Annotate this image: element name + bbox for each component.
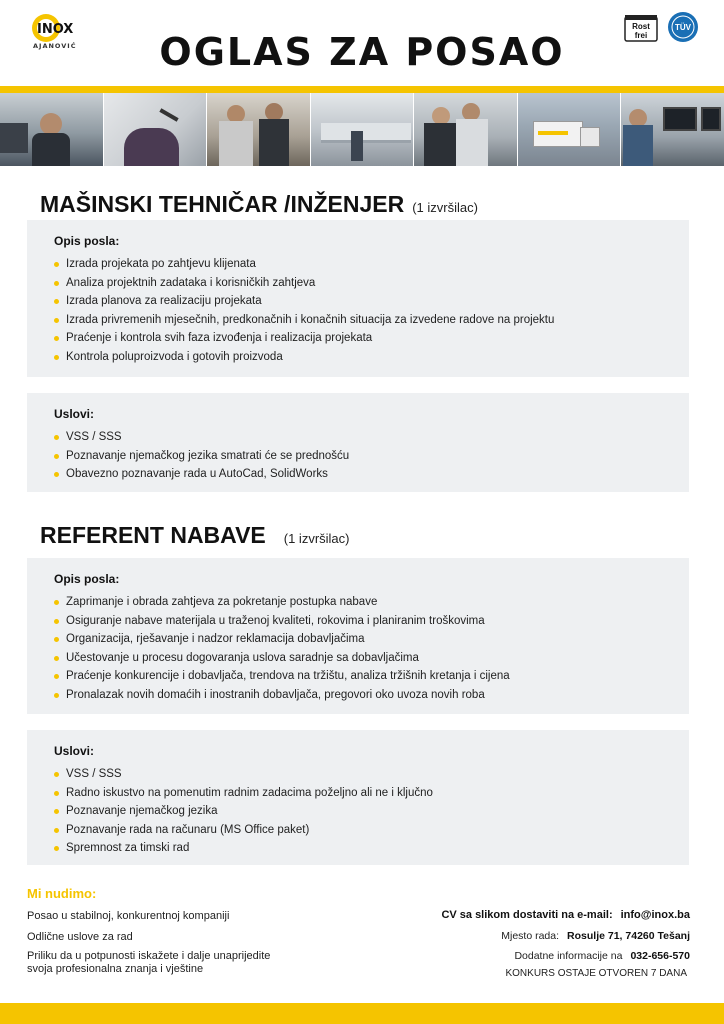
bullet-icon — [54, 299, 59, 304]
bullet-icon — [54, 472, 59, 477]
list-item: Poznavanje njemačkog jezika — [54, 802, 689, 821]
contact-place-line — [501, 930, 690, 942]
bottom-accent-bar — [0, 1003, 724, 1024]
list-item: Spremnost za timski rad — [54, 839, 689, 858]
contact-phone[interactable]: 032-656-570 — [630, 950, 690, 962]
description-label: Opis posla: — [54, 572, 120, 586]
svg-text:frei: frei — [634, 31, 648, 40]
info-label: Dodatne informacije na — [514, 950, 623, 962]
job2-conditions-box — [27, 730, 689, 865]
list-item: Pronalazak novih domaćih i inostranih dobavljača, pregovori oko uvoza novih roba — [54, 686, 689, 705]
work-place: Rosulje 71, 74260 Tešanj — [567, 930, 690, 942]
photo-factory-floor — [311, 93, 415, 166]
list-item: Analiza projektnih zadataka i korisničkih zahtjeva — [54, 274, 689, 293]
top-accent-bar — [0, 86, 724, 93]
list-item: Poznavanje njemačkog jezika smatrati će se prednošću — [54, 447, 689, 466]
bullet-icon — [54, 809, 59, 814]
bullet-icon — [54, 637, 59, 642]
list-item: Osiguranje nabave materijala u traženoj kvaliteti, rokovima i planiranim troškovima — [54, 612, 689, 631]
job-count: (1 izvršilac) — [412, 200, 478, 215]
list-item: Izrada projekata po zahtjevu klijenata — [54, 255, 689, 274]
bullet-icon — [54, 693, 59, 698]
bullet-icon — [54, 828, 59, 833]
contact-email[interactable]: info@inox.ba — [620, 909, 690, 921]
bullet-icon — [54, 281, 59, 286]
job-title-text: MAŠINSKI TEHNIČAR /INŽENJER — [40, 191, 405, 217]
offer-title: Mi nudimo: — [27, 886, 97, 901]
bullet-icon — [54, 262, 59, 267]
job1-conditions-list — [54, 428, 689, 484]
list-item: Obavezno poznavanje rada u AutoCad, SolidWorks — [54, 465, 689, 484]
page-title: OGLAS ZA POSAO — [159, 30, 565, 74]
bullet-icon — [54, 846, 59, 851]
list-item: Kontrola poluproizvoda i gotovih proizvoda — [54, 348, 689, 367]
list-item: Izrada privremenih mjesečnih, predkonačnih i konačnih situacija za izvedene radove na projektu — [54, 311, 689, 330]
header — [0, 0, 724, 86]
rost-frei-badge-icon — [624, 14, 658, 42]
logo-text: INOX — [37, 22, 74, 37]
tuv-badge-icon — [667, 11, 699, 43]
offer-item: Odlične uslove za rad — [27, 931, 133, 943]
list-item: Izrada planova za realizaciju projekata — [54, 292, 689, 311]
photo-drawing-hands — [104, 93, 208, 166]
bullet-icon — [54, 600, 59, 605]
bullet-icon — [54, 791, 59, 796]
conditions-label: Uslovi: — [54, 407, 95, 421]
description-label: Opis posla: — [54, 234, 120, 248]
bullet-icon — [54, 336, 59, 341]
list-item: Poznavanje rada na računaru (MS Office paket) — [54, 821, 689, 840]
list-item: Zaprimanje i obrada zahtjeva za pokretanje postupka nabave — [54, 593, 689, 612]
job1-description-list — [54, 255, 689, 366]
photo-office-worker — [0, 93, 104, 166]
bullet-icon — [54, 318, 59, 323]
svg-text:TÜV: TÜV — [675, 23, 691, 32]
offer-item: Posao u stabilnoj, konkurentnoj kompaniji — [27, 910, 230, 922]
job-title-referent — [40, 522, 350, 549]
photo-computer-desk — [621, 93, 724, 166]
bullet-icon — [54, 772, 59, 777]
list-item: Radno iskustvo na pomenutim radnim zadacima poželjno ali ne i ključno — [54, 784, 689, 803]
job1-description-box — [27, 220, 689, 377]
place-label: Mjesto rada: — [501, 930, 560, 942]
offer-item: Priliku da u potpunosti iskažete i dalje unaprijedite svoja profesionalna znanja i vještine — [27, 950, 271, 975]
job-title-masinski — [40, 191, 478, 218]
photo-workshop — [207, 93, 311, 166]
bullet-icon — [54, 619, 59, 624]
job-count: (1 izvršilac) — [283, 531, 350, 546]
list-item: VSS / SSS — [54, 428, 689, 447]
list-item: Praćenje konkurencije i dobavljača, trendova na tržištu, analiza tržišnih kretanja i cijena — [54, 667, 689, 686]
list-item: Praćenje i kontrola svih faza izvođenja i realizacija projekata — [54, 329, 689, 348]
logo-subtitle: AJANOVIĆ — [33, 42, 77, 50]
bullet-icon — [54, 454, 59, 459]
list-item: Organizacija, rješavanje i nadzor reklamacija dobavljačima — [54, 630, 689, 649]
job2-conditions-list — [54, 765, 689, 858]
job1-conditions-box — [27, 393, 689, 492]
bullet-icon — [54, 674, 59, 679]
photo-engineers-pointing — [414, 93, 518, 166]
contact-info-line — [514, 950, 690, 962]
bullet-icon — [54, 435, 59, 440]
bullet-icon — [54, 656, 59, 661]
svg-text:Rost: Rost — [632, 22, 650, 31]
contest-note: KONKURS OSTAJE OTVOREN 7 DANA — [505, 968, 687, 979]
cv-label: CV sa slikom dostaviti na e-mail: — [441, 909, 613, 921]
photo-strip — [0, 93, 724, 166]
list-item: Učestovanje u procesu dogovaranja uslova saradnje sa dobavljačima — [54, 649, 689, 668]
job-title-text: REFERENT NABAVE — [40, 522, 266, 548]
job2-description-list — [54, 593, 689, 704]
bullet-icon — [54, 355, 59, 360]
conditions-label: Uslovi: — [54, 744, 95, 758]
photo-trucks — [518, 93, 622, 166]
list-item: VSS / SSS — [54, 765, 689, 784]
contact-cv-line — [441, 909, 690, 921]
job2-description-box — [27, 558, 689, 714]
